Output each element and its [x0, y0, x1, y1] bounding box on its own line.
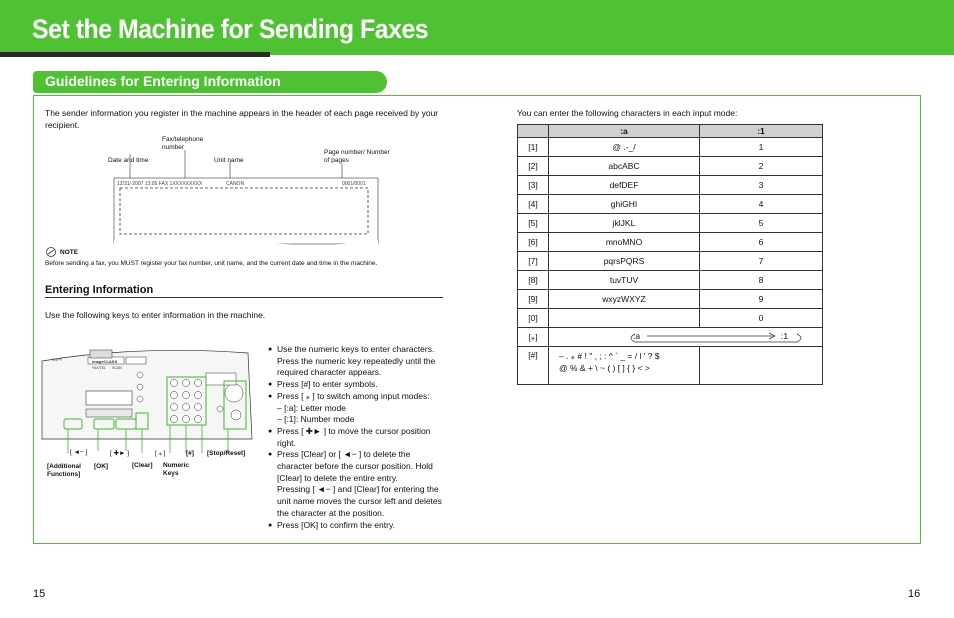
key-cell: [5] — [518, 214, 549, 233]
number-cell: 9 — [700, 290, 823, 309]
label-page-number: Page number/ Number of pages — [324, 149, 390, 164]
right-intro: You can enter the following characters in each input mode: — [517, 108, 738, 118]
table-row — [518, 252, 823, 271]
key-cell: [9] — [518, 290, 549, 309]
key-cell: [2] — [518, 157, 549, 176]
key-cell: [3] — [518, 176, 549, 195]
table-header: :a — [549, 125, 700, 138]
character-table — [517, 124, 823, 385]
letter-cell: @ .-_/ — [549, 138, 700, 157]
list-item: the character at the position. — [277, 507, 385, 518]
list-item: [Clear] to delete the entire entry. — [277, 472, 398, 483]
note-icon — [45, 247, 57, 257]
callout-stop: [Stop/Reset] — [207, 450, 246, 457]
list-item: required character appears. — [277, 367, 382, 378]
key-cell: [4] — [518, 195, 549, 214]
symbol-line: @ % & + \ ~ ( ) [ ] { } < > — [559, 363, 650, 373]
number-cell: 5 — [700, 214, 823, 233]
header-accent-bar — [0, 52, 270, 57]
entering-heading: Entering Information — [45, 284, 154, 296]
callout-numeric: Numeric Keys — [163, 462, 190, 477]
list-item: Press the numeric key repeatedly until the — [277, 355, 436, 366]
number-cell: 8 — [700, 271, 823, 290]
list-item: ● Press [ ⁎ ] to switch among input modes: — [268, 391, 448, 403]
letter-cell: wxyzWXYZ — [549, 290, 700, 309]
letter-cell: pqrsPQRS — [549, 252, 700, 271]
letter-cell: mnoMNO — [549, 233, 700, 252]
intro-text: The sender information you register in the machine appears in the header of each page received by your recipient. — [45, 108, 439, 130]
table-row — [518, 309, 823, 328]
mode-switch-cell — [549, 328, 823, 347]
section-title: Guidelines for Entering Information — [45, 73, 281, 89]
key-cell: [1] — [518, 138, 549, 157]
instruction-list — [268, 344, 448, 531]
table-header: :1 — [700, 125, 823, 138]
letter-cell: ghiGHI — [549, 195, 700, 214]
label-unit-name: Unit name — [214, 157, 244, 164]
list-item: ● Press [OK] to confirm the entry. — [268, 520, 448, 532]
page-number-right: 16 — [908, 588, 921, 600]
page-title: Set the Machine for Sending Faxes — [32, 14, 429, 44]
panel-brand: imageCLASS — [92, 359, 118, 364]
table-row-symbols — [518, 347, 823, 385]
symbol-cell — [549, 347, 700, 385]
panel-copy-label: COPY — [52, 358, 62, 362]
symbol-line: – . ⁎ # ! " , ; : ^ ` _ = / l ' ? $ — [559, 351, 660, 361]
heading-rule — [45, 297, 443, 298]
number-cell-empty — [700, 347, 823, 385]
list-item: ● Press [ ✚► ] to move the cursor position — [268, 426, 448, 438]
callout-hash: [#] — [186, 450, 194, 457]
key-cell: [0] — [518, 309, 549, 328]
number-cell: 4 — [700, 195, 823, 214]
key-cell: [7] — [518, 252, 549, 271]
table-row — [518, 176, 823, 195]
number-cell: 6 — [700, 233, 823, 252]
note-text: Before sending a fax, you MUST register your fax number, unit name, and the current date and time in the machine. — [45, 260, 378, 267]
key-cell: [⁎] — [518, 328, 549, 347]
table-row — [518, 138, 823, 157]
table-row — [518, 195, 823, 214]
list-item: character before the cursor position. Hold — [277, 461, 433, 472]
callout-clear: [Clear] — [132, 462, 153, 469]
fax-header-unit: CANON — [226, 181, 245, 187]
letter-cell: jklJKL — [549, 214, 700, 233]
list-item: – [:1]: Number mode — [277, 414, 355, 425]
callout-star: [ ⁎ ] — [155, 450, 166, 457]
fax-header-date: 12/31/ 2007 13:05 FAX 1XXXXXXXXX — [117, 181, 203, 187]
callout-additional: [Additional Functions] — [47, 463, 81, 478]
list-item: unit name moves the cursor left and deletes — [277, 496, 442, 507]
label-date-time: Date and time — [108, 157, 149, 164]
table-row — [518, 233, 823, 252]
callout-right-key: [ ✚► ] — [110, 450, 130, 457]
label-fax-number: Fax/telephone number — [162, 136, 204, 151]
letter-cell — [549, 309, 700, 328]
panel-fax-label: FAX/TEL — [92, 366, 107, 370]
key-cell: [8] — [518, 271, 549, 290]
table-header — [518, 125, 549, 138]
key-cell: [6] — [518, 233, 549, 252]
list-item: ● Press [Clear] or [ ◄− ] to delete the — [268, 449, 448, 461]
list-item: ● Press [#] to enter symbols. — [268, 379, 448, 391]
mode-letter-label: :a — [633, 331, 641, 341]
callout-left-key: [ ◄− ] — [70, 449, 88, 456]
table-row — [518, 214, 823, 233]
table-row — [518, 271, 823, 290]
control-panel-illustration — [38, 343, 256, 455]
key-cell: [#] — [518, 347, 549, 385]
letter-cell: tuvTUV — [549, 271, 700, 290]
table-header-row — [518, 125, 823, 138]
table-row — [518, 290, 823, 309]
mode-cycle-arrow-icon — [629, 328, 809, 346]
letter-cell: defDEF — [549, 176, 700, 195]
number-cell: 7 — [700, 252, 823, 271]
callout-ok: [OK] — [94, 463, 109, 470]
letter-cell: abcABC — [549, 157, 700, 176]
list-item: ● Use the numeric keys to enter characters. — [268, 344, 448, 356]
list-item: right. — [277, 437, 296, 448]
entering-intro: Use the following keys to enter information in the machine. — [45, 310, 266, 320]
note-label: NOTE — [60, 249, 79, 256]
fax-header-page: 0001/0001 — [342, 181, 366, 187]
list-item: – [:a]: Letter mode — [277, 402, 346, 413]
panel-scan-label: SCAN — [112, 366, 122, 370]
number-cell: 3 — [700, 176, 823, 195]
page-number-left: 15 — [33, 588, 46, 600]
fax-header-figure — [110, 150, 380, 246]
number-cell: 2 — [700, 157, 823, 176]
mode-number-label: :1 — [781, 331, 789, 341]
list-item: Pressing [ ◄− ] and [Clear] for entering the — [277, 484, 439, 495]
number-cell: 1 — [700, 138, 823, 157]
table-row-mode — [518, 328, 823, 347]
table-row — [518, 157, 823, 176]
number-cell: 0 — [700, 309, 823, 328]
